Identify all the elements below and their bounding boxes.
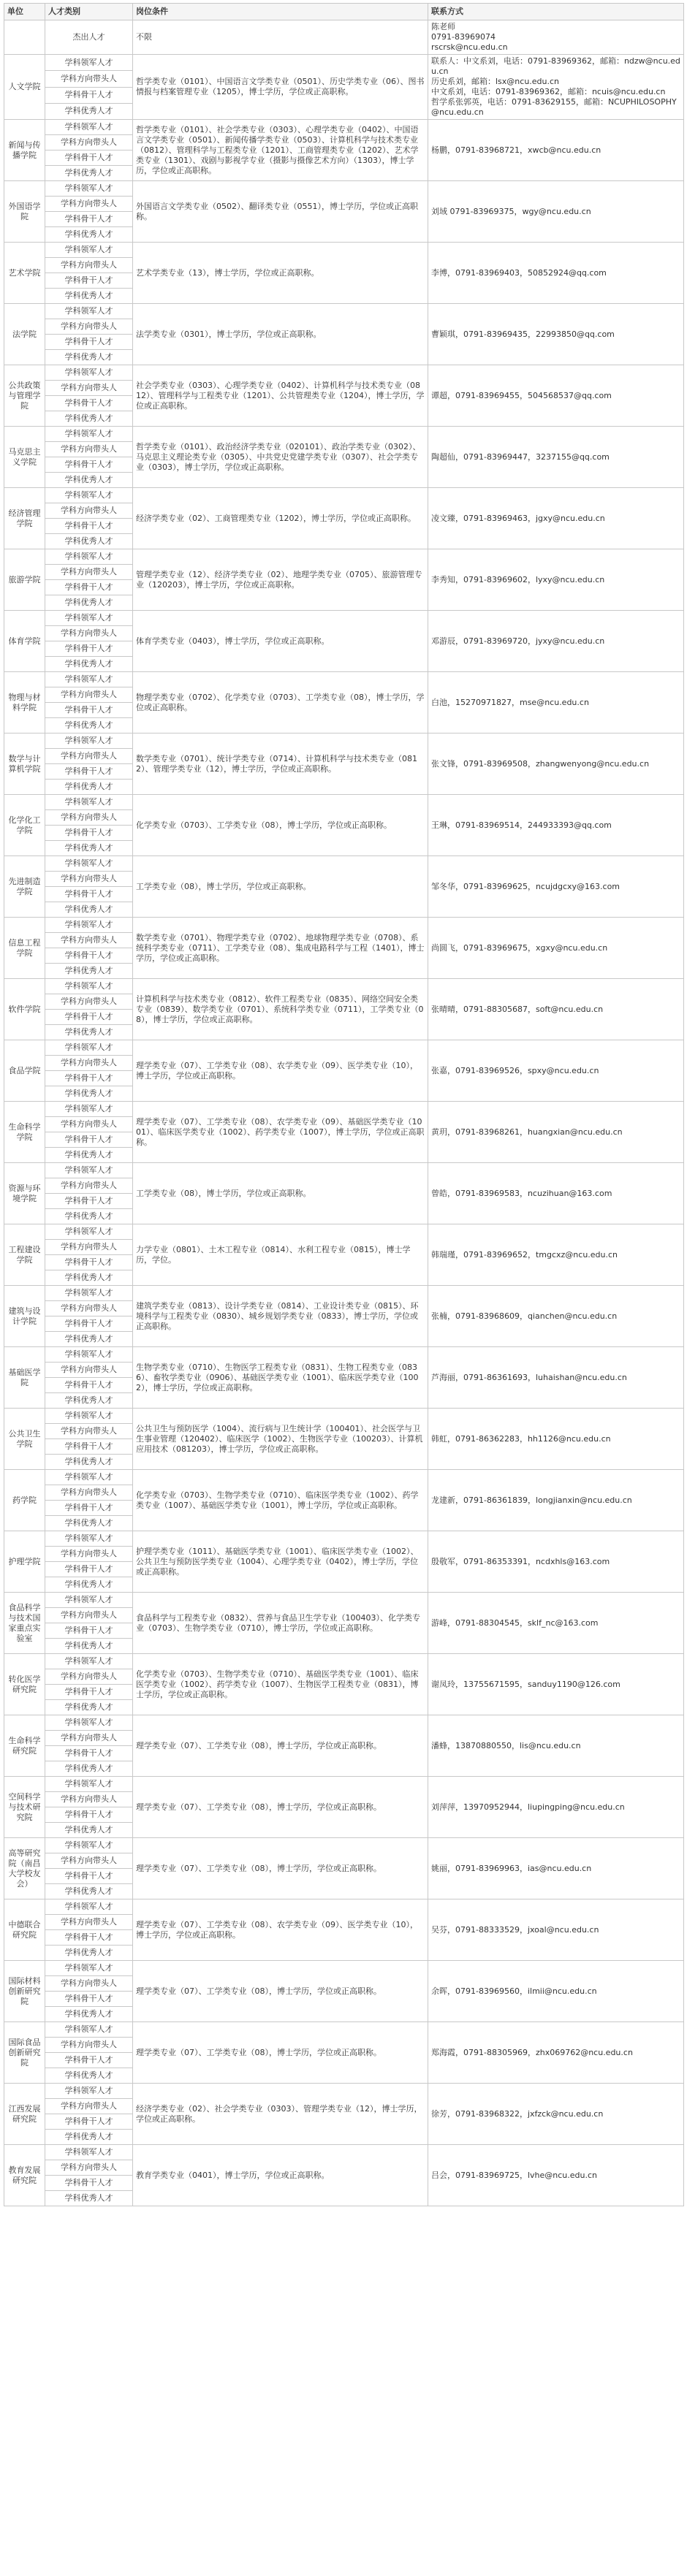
talent-level: 学科方向带头人	[45, 1424, 133, 1439]
table-row	[4, 1777, 684, 1792]
condition-text: 公共卫生与预防医学（1004）、流行病与卫生统计学（100401）、社会医学与卫生事业管理（120402）、临床医学（1002）、生物医学专业（100203）、计算机应用技术（081203），博士学历，学位或正高职称。	[133, 1409, 428, 1470]
recruitment-table	[4, 3, 684, 2206]
unit-name: 生命科学学院	[4, 1102, 45, 1163]
unit-name: 法学院	[4, 304, 45, 365]
talent-level: 学科领军人才	[45, 243, 133, 258]
table-row	[4, 979, 684, 994]
unit-name: 江西发展研究院	[4, 2084, 45, 2145]
talent-level: 学科领军人才	[45, 1531, 133, 1547]
talent-level: 学科方向带头人	[45, 872, 133, 887]
talent-level: 学科领军人才	[45, 365, 133, 381]
talent-level: 学科优秀人才	[45, 103, 133, 119]
unit-name: 空间科学与技术研究院	[4, 1777, 45, 1838]
talent-level: 学科优秀人才	[45, 1700, 133, 1715]
talent-level: 学科优秀人才	[45, 841, 133, 856]
talent-level: 学科优秀人才	[45, 964, 133, 979]
talent-level: 学科优秀人才	[45, 902, 133, 918]
unit-name: 数学与计算机学院	[4, 733, 45, 795]
talent-cell: 杰出人才	[45, 20, 133, 55]
contact-text: 黄玥，0791-83968261，huangxian@ncu.edu.cn	[428, 1102, 684, 1163]
condition-text: 理学类专业（07）、工学类专业（08），博士学历，学位或正高职称。	[133, 1838, 428, 1899]
talent-level: 学科骨干人才	[45, 2114, 133, 2130]
condition-text: 工学类专业（08），博士学历，学位或正高职称。	[133, 1163, 428, 1224]
talent-level: 学科骨干人才	[45, 1071, 133, 1086]
talent-level: 学科方向带头人	[45, 749, 133, 764]
unit-name: 食品学院	[4, 1040, 45, 1102]
talent-level: 学科方向带头人	[45, 2099, 133, 2114]
talent-level: 学科领军人才	[45, 120, 133, 135]
talent-level: 学科领军人才	[45, 979, 133, 994]
talent-level: 学科领军人才	[45, 304, 133, 319]
unit-name: 公共政策与管理学院	[4, 365, 45, 427]
talent-level: 学科优秀人才	[45, 1516, 133, 1531]
talent-level: 学科优秀人才	[45, 1086, 133, 1102]
talent-level: 学科优秀人才	[45, 2007, 133, 2022]
talent-level: 学科优秀人才	[45, 166, 133, 181]
contact-text: 张晴晴，0791-88305687，soft@ncu.edu.cn	[428, 979, 684, 1040]
talent-level: 学科领军人才	[45, 1593, 133, 1608]
table-row	[4, 1838, 684, 1853]
talent-level: 学科骨干人才	[45, 273, 133, 289]
talent-level: 学科方向带头人	[45, 258, 133, 273]
talent-level: 学科领军人才	[45, 1715, 133, 1731]
talent-level: 学科骨干人才	[45, 2053, 133, 2068]
table-row	[4, 243, 684, 258]
talent-level: 学科方向带头人	[45, 2160, 133, 2176]
table-row	[4, 672, 684, 687]
contact-text: 曹颖琪，0791-83969435，22993850@qq.com	[428, 304, 684, 365]
condition-text: 数学类专业（0701）、统计学类专业（0714）、计算机科学与技术类专业（0812）、管理学类专业（12），博士学历，学位或正高职称。	[133, 733, 428, 795]
table-header-row	[4, 4, 684, 20]
talent-level: 学科优秀人才	[45, 1393, 133, 1409]
talent-level: 学科方向带头人	[45, 442, 133, 457]
contact-text: 联系人：中文系刘，电话：0791-83969362，邮箱：ndzw@ncu.edu.cn 历史系刘，邮箱：lsx@ncu.edu.cn 中文系刘，电话：0791-83969362，邮箱：ncuis@ncu.edu.cn 哲学系张郭英，电话：0791-83629155，邮箱：NCUPHILOSOPHY@ncu.edu.cn	[428, 55, 684, 120]
talent-level: 学科骨干人才	[45, 335, 133, 350]
table-row	[4, 1715, 684, 1731]
unit-name: 人文学院	[4, 55, 45, 120]
talent-level: 学科骨干人才	[45, 1378, 133, 1393]
unit-name: 建筑与设计学院	[4, 1286, 45, 1347]
talent-level: 学科骨干人才	[45, 641, 133, 657]
contact-text: 凌文臻，0791-83969463，jgxy@ncu.edu.cn	[428, 488, 684, 549]
talent-level: 学科骨干人才	[45, 212, 133, 227]
talent-level: 学科方向带头人	[45, 1240, 133, 1255]
talent-level: 学科领军人才	[45, 2145, 133, 2160]
header-contact: 联系方式	[428, 4, 684, 20]
unit-name: 转化医学研究院	[4, 1654, 45, 1715]
condition-text: 理学类专业（07）、工学类专业（08）、农学类专业（09）、医学类专业（10），博士学历，学位或正高职称。	[133, 1899, 428, 1961]
condition-text: 工学类专业（08），博士学历，学位或正高职称。	[133, 856, 428, 918]
talent-level: 学科领军人才	[45, 427, 133, 442]
talent-level: 学科方向带头人	[45, 626, 133, 641]
condition-text: 外国语言文学类专业（0502）、翻译类专业（0551），博士学历，学位或正高职称。	[133, 181, 428, 243]
contact-text: 龙建新，0791-86361839，longjianxin@ncu.edu.cn	[428, 1470, 684, 1531]
contact-text: 白池，15270971827，mse@ncu.edu.cn	[428, 672, 684, 733]
talent-level: 学科方向带头人	[45, 197, 133, 212]
condition-text: 法学类专业（0301），博士学历，学位或正高职称。	[133, 304, 428, 365]
condition-text: 经济学类专业（02）、社会学类专业（0303）、管理学类专业（12），博士学历，学位或正高职称。	[133, 2084, 428, 2145]
contact-text: 韩瑞瑾，0791-83969652，tmgcxz@ncu.edu.cn	[428, 1224, 684, 1286]
contact-text: 张文锋，0791-83969508，zhangwenyong@ncu.edu.cn	[428, 733, 684, 795]
talent-level: 学科优秀人才	[45, 1577, 133, 1593]
talent-level: 学科领军人才	[45, 1899, 133, 1915]
unit-name: 软件学院	[4, 979, 45, 1040]
unit-name: 信息工程学院	[4, 918, 45, 979]
condition-text: 力学专业（0801）、土木工程专业（0814）、水利工程专业（0815），博士学历，学位。	[133, 1224, 428, 1286]
contact-text: 徐芳，0791-83968322，jxfzck@ncu.edu.cn	[428, 2084, 684, 2145]
unit-name: 工程建设学院	[4, 1224, 45, 1286]
condition-text: 理学类专业（07）、工学类专业（08）、农学类专业（09）、医学类专业（10），博士学历，学位或正高职称。	[133, 1040, 428, 1102]
condition-text: 体育学类专业（0403），博士学历，学位或正高职称。	[133, 611, 428, 672]
condition-text: 生物学类专业（0710）、生物医学工程类专业（0831）、生物工程类专业（0836）、畜牧学类专业（0906）、基础医学类专业（1001）、临床医学类专业（1002），博士学历，学位或正高职称。	[133, 1347, 428, 1409]
talent-level: 学科骨干人才	[45, 1255, 133, 1270]
talent-level: 学科骨干人才	[45, 1992, 133, 2007]
talent-level: 学科骨干人才	[45, 948, 133, 964]
talent-level: 学科方向带头人	[45, 1178, 133, 1194]
condition-cell: 不限	[133, 20, 428, 55]
condition-text: 理学类专业（07）、工学类专业（08），博士学历，学位或正高职称。	[133, 2022, 428, 2084]
talent-level: 学科方向带头人	[45, 687, 133, 703]
unit-name: 国际材料创新研究院	[4, 1961, 45, 2022]
table-row	[4, 365, 684, 381]
talent-level: 学科骨干人才	[45, 1194, 133, 1209]
talent-level: 学科方向带头人	[45, 1915, 133, 1930]
unit-name: 公共卫生学院	[4, 1409, 45, 1470]
unit-name: 药学院	[4, 1470, 45, 1531]
contact-text: 潘蜂，13870880550，lis@ncu.edu.cn	[428, 1715, 684, 1777]
table-row	[4, 1102, 684, 1117]
talent-level: 学科领军人才	[45, 733, 133, 749]
condition-text: 计算机科学与技术类专业（0812）、软件工程类专业（0835）、网络空间安全类专业（0839）、数学类专业（0701）、系统科学类专业（0711），工学类专业（08），博士学历，学位或正高职称。	[133, 979, 428, 1040]
contact-text: 郑海霞，0791-88305969，zhx069762@ncu.edu.cn	[428, 2022, 684, 2084]
talent-level: 学科骨干人才	[45, 1930, 133, 1946]
talent-level: 学科领军人才	[45, 1163, 133, 1178]
condition-text: 哲学类专业（0101）、中国语言文学类专业（0501）、历史学类专业（06）、图书情报与档案管理专业（1205），博士学历，学位或正高职称。	[133, 55, 428, 120]
talent-level: 学科优秀人才	[45, 534, 133, 549]
talent-level: 学科优秀人才	[45, 2130, 133, 2145]
talent-level: 学科骨干人才	[45, 764, 133, 780]
talent-level: 学科领军人才	[45, 2084, 133, 2099]
condition-text: 物理学类专业（0702）、化学类专业（0703）、工学类专业（08），博士学历，学位或正高职称。	[133, 672, 428, 733]
talent-level: 学科方向带头人	[45, 1608, 133, 1623]
condition-text: 哲学类专业（0101）、政治经济学类专业（020101）、政治学类专业（0302）、马克思主义理论类专业（0305）、中共党史党建学类专业（0307）、社会学类专业（0303），博士学历，学位或正高职称。	[133, 427, 428, 488]
talent-level: 学科方向带头人	[45, 1117, 133, 1132]
table-row	[4, 1531, 684, 1547]
talent-level: 学科骨干人才	[45, 826, 133, 841]
talent-level: 学科方向带头人	[45, 1485, 133, 1501]
talent-level: 学科方向带头人	[45, 1056, 133, 1071]
unit-name: 资源与环境学院	[4, 1163, 45, 1224]
table-row	[4, 1286, 684, 1301]
table-row	[4, 2084, 684, 2099]
talent-level: 学科优秀人才	[45, 350, 133, 365]
talent-level: 学科方向带头人	[45, 2038, 133, 2053]
talent-level: 学科优秀人才	[45, 1946, 133, 1961]
unit-name: 体育学院	[4, 611, 45, 672]
talent-level: 学科领军人才	[45, 1286, 133, 1301]
talent-level: 学科骨干人才	[45, 1501, 133, 1516]
unit-name: 艺术学院	[4, 243, 45, 304]
condition-text: 社会学类专业（0303）、心理学类专业（0402）、计算机科学与技术类专业（0812）、管理科学与工程类专业（1201）、公共管理类专业（1204），博士学历，学位或正高职称。	[133, 365, 428, 427]
contact-text: 殷敬军，0791-86353391，ncdxhls@163.com	[428, 1531, 684, 1593]
talent-level: 学科优秀人才	[45, 2191, 133, 2206]
condition-text: 理学类专业（07）、工学类专业（08），博士学历，学位或正高职称。	[133, 1715, 428, 1777]
unit-name: 生命科学研究院	[4, 1715, 45, 1777]
condition-text: 经济学类专业（02）、工商管理类专业（1202），博士学历，学位或正高职称。	[133, 488, 428, 549]
talent-level: 学科方向带头人	[45, 933, 133, 948]
unit-name: 外国语学院	[4, 181, 45, 243]
talent-level: 学科优秀人才	[45, 411, 133, 427]
table-row	[4, 1654, 684, 1669]
contact-text: 张嘉，0791-83969526，spxy@ncu.edu.cn	[428, 1040, 684, 1102]
talent-level: 学科骨干人才	[45, 519, 133, 534]
unit-name: 教育发展研究院	[4, 2145, 45, 2206]
talent-level: 学科方向带头人	[45, 1301, 133, 1316]
talent-level: 学科方向带头人	[45, 381, 133, 396]
talent-level: 学科领军人才	[45, 1777, 133, 1792]
table-row	[4, 488, 684, 503]
talent-level: 学科方向带头人	[45, 1853, 133, 1869]
table-row	[4, 1470, 684, 1485]
table-row	[4, 304, 684, 319]
talent-level: 学科优秀人才	[45, 227, 133, 243]
talent-level: 学科领军人才	[45, 1224, 133, 1240]
unit-name: 高等研究院（南昌大学校友会）	[4, 1838, 45, 1899]
talent-level: 学科优秀人才	[45, 1270, 133, 1286]
talent-level: 学科优秀人才	[45, 1025, 133, 1040]
table-row	[4, 549, 684, 565]
talent-level: 学科方向带头人	[45, 565, 133, 580]
talent-level: 学科领军人才	[45, 795, 133, 810]
talent-level: 学科方向带头人	[45, 71, 133, 87]
talent-level: 学科骨干人才	[45, 1439, 133, 1455]
table-row	[4, 1961, 684, 1976]
contact-text: 余晖，0791-83969560，ilmii@ncu.edu.cn	[428, 1961, 684, 2022]
unit-cell	[4, 20, 45, 55]
talent-level: 学科骨干人才	[45, 1010, 133, 1025]
talent-level: 学科领军人才	[45, 55, 133, 71]
contact-text: 吕会，0791-83969725，lvhe@ncu.edu.cn	[428, 2145, 684, 2206]
unit-name: 化学化工学院	[4, 795, 45, 856]
talent-level: 学科方向带头人	[45, 810, 133, 826]
talent-level: 学科方向带头人	[45, 135, 133, 150]
contact-text: 李博，0791-83969403，50852924@qq.com	[428, 243, 684, 304]
talent-level: 学科优秀人才	[45, 1823, 133, 1838]
talent-level: 学科骨干人才	[45, 1132, 133, 1148]
talent-level: 学科骨干人才	[45, 887, 133, 902]
condition-text: 教育学类专业（0401），博士学历，学位或正高职称。	[133, 2145, 428, 2206]
talent-level: 学科领军人才	[45, 918, 133, 933]
contact-text: 邹冬华，0791-83969625，ncujdgcxy@163.com	[428, 856, 684, 918]
table-row	[4, 1347, 684, 1363]
table-row	[4, 1593, 684, 1608]
table-row	[4, 611, 684, 626]
talent-level: 学科骨干人才	[45, 703, 133, 718]
table-row	[4, 55, 684, 71]
talent-level: 学科方向带头人	[45, 319, 133, 335]
talent-level: 学科领军人才	[45, 1961, 133, 1976]
table-row	[4, 1163, 684, 1178]
contact-cell: 陈老师 0791-83969074 rscrsk@ncu.edu.cn	[428, 20, 684, 55]
unit-name: 新闻与传播学院	[4, 120, 45, 181]
table-row	[4, 427, 684, 442]
talent-level: 学科领军人才	[45, 1470, 133, 1485]
table-row	[4, 1040, 684, 1056]
contact-text: 张楠，0791-83968609，qianchen@ncu.edu.cn	[428, 1286, 684, 1347]
contact-text: 李秀知，0791-83969602，lyxy@ncu.edu.cn	[428, 549, 684, 611]
talent-level: 学科骨干人才	[45, 87, 133, 103]
unit-name: 护理学院	[4, 1531, 45, 1593]
unit-name: 物理与材料学院	[4, 672, 45, 733]
talent-level: 学科骨干人才	[45, 457, 133, 473]
talent-level: 学科骨干人才	[45, 396, 133, 411]
condition-text: 建筑学类专业（0813）、设计学类专业（0814）、工业设计类专业（0815）、环境科学与工程类专业（0830）、城乡规划学类专业（0833），博士学历，学位或正高职称。	[133, 1286, 428, 1347]
table-row	[4, 918, 684, 933]
condition-text: 理学类专业（07）、工学类专业（08），博士学历，学位或正高职称。	[133, 1777, 428, 1838]
talent-level: 学科优秀人才	[45, 718, 133, 733]
talent-level: 学科优秀人才	[45, 289, 133, 304]
talent-level: 学科优秀人才	[45, 1455, 133, 1470]
talent-level: 学科领军人才	[45, 1654, 133, 1669]
table-row	[4, 1899, 684, 1915]
talent-level: 学科骨干人才	[45, 1685, 133, 1700]
unit-name: 经济管理学院	[4, 488, 45, 549]
talent-level: 学科优秀人才	[45, 657, 133, 672]
contact-text: 尚圆飞，0791-83969675，xgxy@ncu.edu.cn	[428, 918, 684, 979]
unit-name: 食品科学与技术国家重点实验室	[4, 1593, 45, 1654]
table-row	[4, 181, 684, 197]
table-row	[4, 2145, 684, 2160]
table-row	[4, 733, 684, 749]
talent-level: 学科优秀人才	[45, 780, 133, 795]
contact-text: 韩虹，0791-86362283，hh1126@ncu.edu.cn	[428, 1409, 684, 1470]
talent-level: 学科领军人才	[45, 611, 133, 626]
talent-level: 学科优秀人才	[45, 1148, 133, 1163]
table-row	[4, 1224, 684, 1240]
condition-text: 理学类专业（07）、工学类专业（08）、农学类专业（09）、基础医学类专业（1001）、临床医学类专业（1002）、药学类专业（1007），博士学历，学位或正高职称。	[133, 1102, 428, 1163]
contact-text: 姚丽，0791-83969963，ias@ncu.edu.cn	[428, 1838, 684, 1899]
talent-level: 学科优秀人才	[45, 1884, 133, 1899]
condition-text: 数学类专业（0701）、物理学类专业（0702）、地球物理学类专业（0708）、系统科学类专业（0711）、工学类专业（08）、集成电路科学与工程（1401），博士学历，学位或正高职称。	[133, 918, 428, 979]
table-row	[4, 120, 684, 135]
talent-level: 学科领军人才	[45, 1409, 133, 1424]
condition-text: 理学类专业（07）、工学类专业（08），博士学历，学位或正高职称。	[133, 1961, 428, 2022]
table-row	[4, 20, 684, 55]
unit-name: 旅游学院	[4, 549, 45, 611]
talent-level: 学科领军人才	[45, 2022, 133, 2038]
talent-level: 学科领军人才	[45, 672, 133, 687]
talent-level: 学科方向带头人	[45, 1363, 133, 1378]
condition-text: 管理学类专业（12）、经济学类专业（02）、地理学类专业（0705）、旅游管理专业（120203），博士学历，学位或正高职称。	[133, 549, 428, 611]
talent-level: 学科骨干人才	[45, 1746, 133, 1761]
talent-level: 学科方向带头人	[45, 1669, 133, 1685]
condition-text: 化学类专业（0703）、工学类专业（08），博士学历，学位或正高职称。	[133, 795, 428, 856]
table-body	[4, 20, 684, 2206]
talent-level: 学科优秀人才	[45, 1761, 133, 1777]
contact-text: 谭超，0791-83969455，504568537@qq.com	[428, 365, 684, 427]
talent-level: 学科骨干人才	[45, 1316, 133, 1332]
condition-text: 护理学类专业（1011）、基础医学类专业（1001）、临床医学类专业（1002）、公共卫生与预防医学类专业（1004）、心理学类专业（0402），博士学历，学位或正高职称。	[133, 1531, 428, 1593]
table-row	[4, 2022, 684, 2038]
unit-name: 中德联合研究院	[4, 1899, 45, 1961]
header-talent: 人才类别	[45, 4, 133, 20]
talent-level: 学科方向带头人	[45, 994, 133, 1010]
contact-text: 王琳，0791-83969514，244933393@qq.com	[428, 795, 684, 856]
talent-level: 学科领军人才	[45, 1040, 133, 1056]
talent-level: 学科骨干人才	[45, 580, 133, 595]
contact-text: 邓游辰，0791-83969720，jyxy@ncu.edu.cn	[428, 611, 684, 672]
talent-level: 学科优秀人才	[45, 1209, 133, 1224]
talent-level: 学科领军人才	[45, 1102, 133, 1117]
talent-level: 学科方向带头人	[45, 1976, 133, 1992]
talent-level: 学科领军人才	[45, 856, 133, 872]
condition-text: 艺术学类专业（13），博士学历，学位或正高职称。	[133, 243, 428, 304]
table-row	[4, 795, 684, 810]
talent-level: 学科领军人才	[45, 1347, 133, 1363]
talent-level: 学科优秀人才	[45, 595, 133, 611]
talent-level: 学科方向带头人	[45, 1731, 133, 1746]
talent-level: 学科优秀人才	[45, 2068, 133, 2084]
contact-text: 杨鹏，0791-83968721，xwcb@ncu.edu.cn	[428, 120, 684, 181]
talent-level: 学科领军人才	[45, 181, 133, 197]
table-row	[4, 1409, 684, 1424]
condition-text: 食品科学与工程类专业（0832）、营养与食品卫生学专业（100403）、化学类专业（0703）、生物学类专业（0710），博士学历，学位或正高职称。	[133, 1593, 428, 1654]
talent-level: 学科优秀人才	[45, 1332, 133, 1347]
talent-level: 学科方向带头人	[45, 1547, 133, 1562]
unit-name: 先进制造学院	[4, 856, 45, 918]
unit-name: 基础医学院	[4, 1347, 45, 1409]
condition-text: 化学类专业（0703）、生物学类专业（0710）、临床医学类专业（1002）、药学类专业（1007）、基础医学类专业（1001），博士学历，学位或正高职称。	[133, 1470, 428, 1531]
talent-level: 学科骨干人才	[45, 1562, 133, 1577]
header-unit: 单位	[4, 4, 45, 20]
talent-level: 学科领军人才	[45, 549, 133, 565]
contact-text: 刘域 0791-83969375，wgy@ncu.edu.cn	[428, 181, 684, 243]
unit-name: 国际食品创新研究院	[4, 2022, 45, 2084]
condition-text: 哲学类专业（0101）、社会学类专业（0303）、心理学类专业（0402）、中国语言文学类专业（0501）、新闻传播学类专业（0503）、计算机科学与技术类专业（0812）、管理科学与工程类专业（1201）、工商管理类专业（1202）、艺术学类专业（1301）、戏剧与影视学专业（摄影与摄像艺术方向）（1303），博士学历，学位或正高职称。	[133, 120, 428, 181]
talent-level: 学科方向带头人	[45, 503, 133, 519]
talent-level: 学科优秀人才	[45, 473, 133, 488]
contact-text: 谢凤玲，13755671595，sanduy1190@126.com	[428, 1654, 684, 1715]
talent-level: 学科骨干人才	[45, 150, 133, 166]
contact-text: 游峰，0791-88304545，sklf_nc@163.com	[428, 1593, 684, 1654]
talent-level: 学科优秀人才	[45, 1639, 133, 1654]
talent-level: 学科骨干人才	[45, 2176, 133, 2191]
contact-text: 陶超仙，0791-83969447，3237155@qq.com	[428, 427, 684, 488]
condition-text: 化学类专业（0703）、生物学类专业（0710）、基础医学类专业（1001）、临床医学类专业（1002）、药学类专业（1007）、生物医学工程类专业（0831），博士学历，学位或正高职称。	[133, 1654, 428, 1715]
talent-level: 学科领军人才	[45, 488, 133, 503]
talent-level: 学科领军人才	[45, 1838, 133, 1853]
contact-text: 曾皓，0791-83969583，ncuzihuan@163.com	[428, 1163, 684, 1224]
unit-name: 马克思主义学院	[4, 427, 45, 488]
talent-level: 学科骨干人才	[45, 1807, 133, 1823]
talent-level: 学科骨干人才	[45, 1623, 133, 1639]
table-row	[4, 856, 684, 872]
contact-text: 芦海丽，0791-86361693，luhaishan@ncu.edu.cn	[428, 1347, 684, 1409]
header-condition: 岗位条件	[133, 4, 428, 20]
talent-level: 学科骨干人才	[45, 1869, 133, 1884]
contact-text: 刘萍萍，13970952944，liupingping@ncu.edu.cn	[428, 1777, 684, 1838]
contact-text: 吴芬，0791-88333529，jxoal@ncu.edu.cn	[428, 1899, 684, 1961]
talent-level: 学科方向带头人	[45, 1792, 133, 1807]
